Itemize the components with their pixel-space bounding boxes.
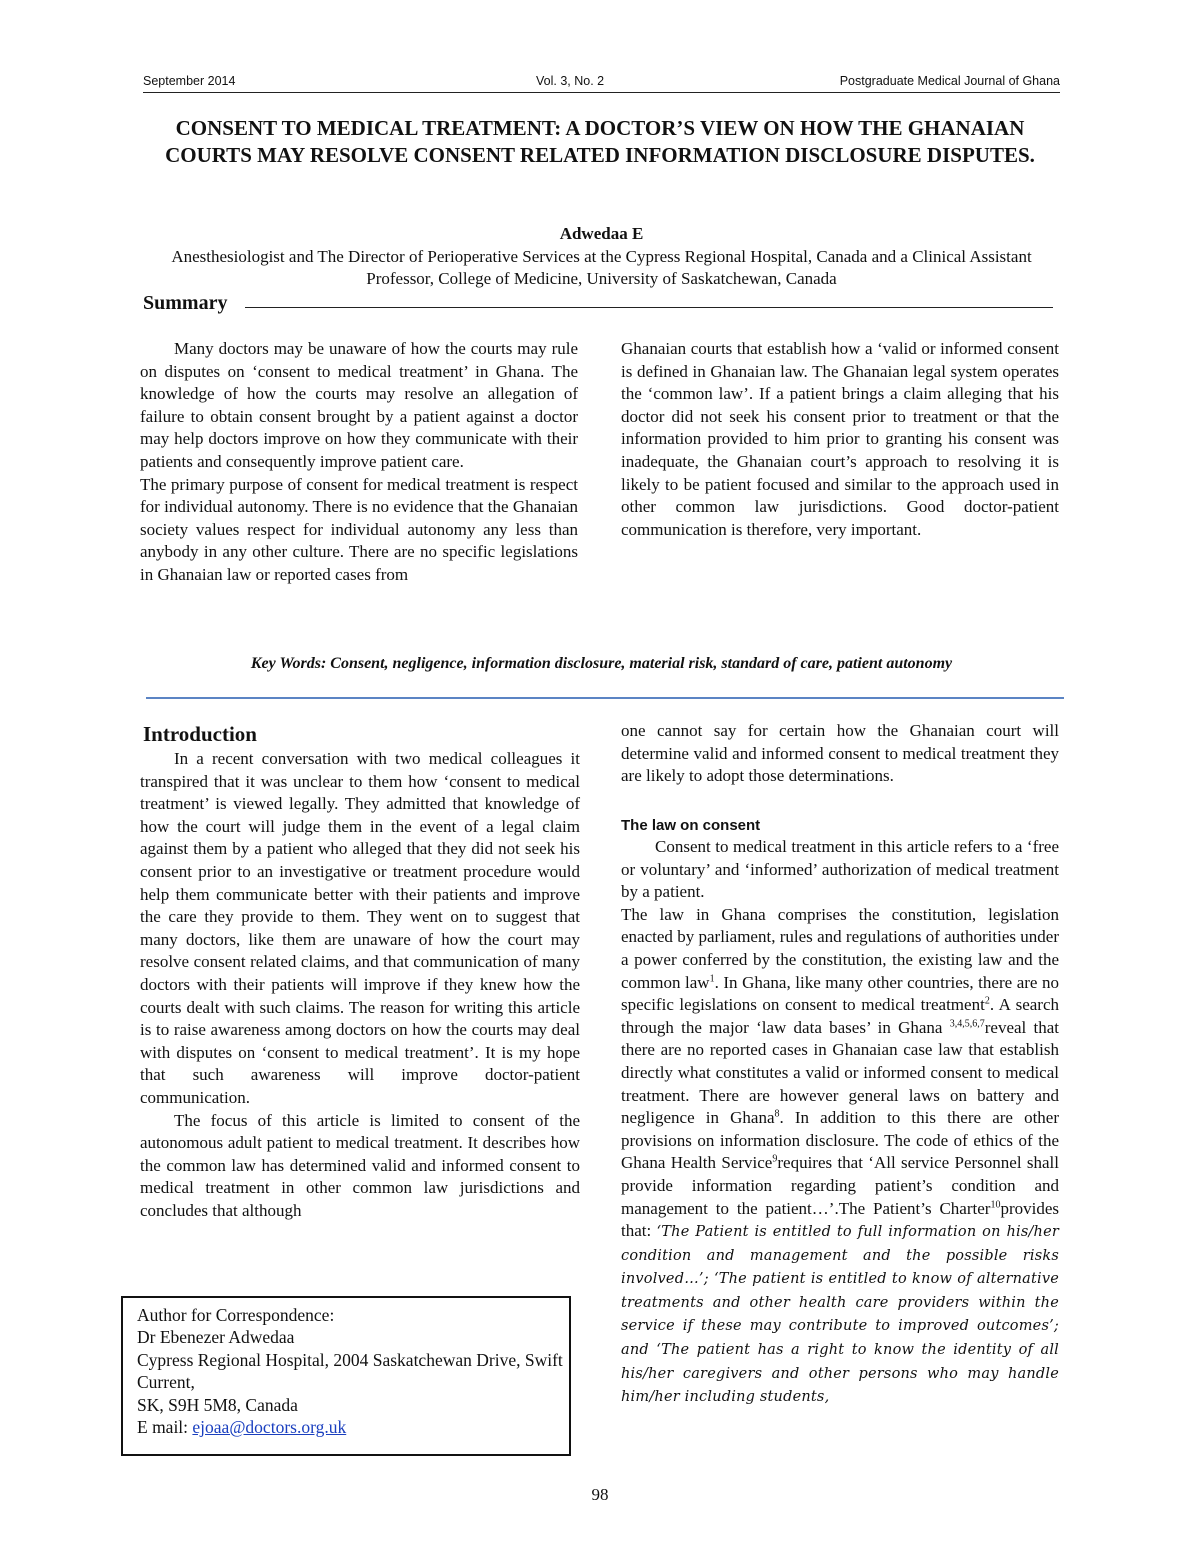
summary-right-column <box>621 338 1059 541</box>
law-paragraph <box>621 904 1059 1409</box>
summary-divider <box>245 307 1053 308</box>
summary-paragraph: Ghanaian courts that establish how a ‘valid or informed consent is defined in Ghanaian law. The Ghanaian legal system operates the ‘common law’. If a patient brings a claim alleging that his doctor did not seek his consent prior to treatment or that the information provided to him prior to granting his consent was inadequate, the Ghanaian court’s approach to resolving it is likely to be patient focused and similar to the approach used in other common law jurisdictions. Good doctor-patient communication is therefore, very important. <box>621 339 1059 539</box>
reference-marker: 2 <box>984 995 990 1007</box>
header-volume: Vol. 3, No. 2 <box>536 74 605 88</box>
reference-marker: 1 <box>709 972 715 984</box>
law-text: The law in Ghana comprises the constitution, legislation enacted by parliament, rules and regulations of authorities under a power conferred by the constitution, the existing law and the common law <box>621 904 1059 992</box>
summary-heading: Summary <box>143 292 228 314</box>
law-text: . In addition to this there are other provisions on information disclosure. The code of ethics of the Ghana Health Service <box>621 1108 1060 1173</box>
introduction-paragraph: In a recent conversation with two medical colleagues it transpired that it was unclear to them how ‘consent to medical treatment’ is viewed legally. They admitted that knowledge of how the court will judge them in the event of a legal claim against them by a patient who alleged that they did not seek his consent prior to an investigative or treatment procedure would help them communicate better with their patients and improve the care they provide to them. They went on to suggest that many doctors, like them are unaware of how the court may resolve consent related claims, and that communication of many doctors with their patients will improve if they knew how the courts dealt with such claims. The reason for writing this article is to raise awareness among doctors on how the courts may deal with disputes on ‘consent to medical treatment’. It is my hope that such awareness will improve doctor-patient communication. <box>140 749 580 1107</box>
article-title: CONSENT TO MEDICAL TREATMENT: A DOCTOR’S VIEW ON HOW THE GHANAIAN COURTS MAY RESOLVE CONSENT RELATED INFORMATION DISCLOSURE DISPUTES. <box>165 116 1035 167</box>
law-on-consent-heading: The law on consent <box>621 817 761 834</box>
keywords: Key Words: Consent, negligence, information disclosure, material risk, standard of care, patient autonomy <box>250 655 953 672</box>
summary-left-column <box>140 338 578 587</box>
introduction-left-column <box>140 748 580 1222</box>
reference-marker: 10 <box>990 1198 1001 1210</box>
reference-marker: 8 <box>774 1108 780 1120</box>
summary-paragraph: The primary purpose of consent for medical treatment is respect for individual autonomy. There is no evidence that the Ghanaian society values respect for individual autonomy any less than anybody in any other culture. There are no specific legislations in Ghanaian law or reported cases from <box>140 474 578 584</box>
correspondence-box <box>121 1296 571 1456</box>
author-affiliation: Anesthesiologist and The Director of Perioperative Services at the Cypress Regional Hospital, Canada and a Clinical Assistant Professor, College of Medicine, University of Saskatchewan, Canada <box>171 247 1032 288</box>
law-text: requires that ‘All service Personnel shall provide information regarding patient’s condition and management to the patient…’.The Patient’s Charter <box>621 1153 1059 1218</box>
section-divider <box>146 697 1064 699</box>
law-on-consent-column <box>621 836 1059 1409</box>
correspondence-postal: SK, S9H 5M8, Canada <box>137 1394 298 1415</box>
introduction-heading: Introduction <box>143 722 257 746</box>
law-text: reveal that there are no reported cases in Ghanaian case law that establish directly what constitutes a valid or informed consent to medical treatment. There are however general laws on battery and negligence in Ghana <box>621 1017 1060 1128</box>
correspondence-label: Author for Correspondence: <box>137 1305 335 1325</box>
summary-paragraph: Many doctors may be unaware of how the courts may rule on disputes on ‘consent to medical treatment’ in Ghana. The knowledge of how the courts may resolve an allegation of failure to obtain consent brought by a patient against a doctor may help doctors improve on how they communicate with their patients and consequently improve patient care. <box>140 339 578 471</box>
law-text: . A search through the major ‘law data bases’ in Ghana <box>621 995 1059 1037</box>
law-text: provides that: <box>621 1198 1059 1241</box>
introduction-paragraph: one cannot say for certain how the Ghanaian court will determine valid and informed consent to medical treatment they are likely to adopt those determinations. <box>621 721 1059 786</box>
correspondence-name: Dr Ebenezer Adwedaa <box>137 1327 295 1348</box>
correspondence-address: Cypress Regional Hospital, 2004 Saskatchewan Drive, Swift Current, <box>137 1349 563 1393</box>
author-name: Adwedaa E <box>559 224 644 243</box>
introduction-right-column <box>621 720 1059 788</box>
running-header <box>143 72 1060 93</box>
header-journal: Postgraduate Medical Journal of Ghana <box>839 74 1060 88</box>
introduction-paragraph: The focus of this article is limited to consent of the autonomous adult patient to medical treatment. It describes how the common law has determined valid and informed consent to medical treatment in other common law jurisdictions and concludes that although <box>140 1110 580 1220</box>
reference-marker: 3,4,5,6,7 <box>949 1018 985 1030</box>
email-link[interactable]: ejoaa@doctors.org.uk <box>192 1417 347 1438</box>
patients-charter-quote: ‘The Patient is entitled to full information on his/her condition and management and the possible risks involved…’; ‘The patient is entitled to know of alternative treatments and other health care providers within the service if these may contribute to improved outcomes’; and ‘The patient has a right to know the identity of all his/her caregivers and other persons who may handle him/her including students, <box>621 1224 1059 1406</box>
reference-marker: 9 <box>772 1153 778 1165</box>
header-date: September 2014 <box>143 74 236 88</box>
law-paragraph: Consent to medical treatment in this article refers to a ‘free or voluntary’ and ‘informed’ authorization of medical treatment by a patient. <box>621 837 1059 902</box>
email-label: E mail: <box>137 1417 193 1438</box>
page-number: 98 <box>591 1485 609 1504</box>
law-text: . In Ghana, like many other countries, there are no specific legislations on consent to medical treatment <box>621 972 1059 1015</box>
correspondence-email-row <box>137 1416 569 1438</box>
